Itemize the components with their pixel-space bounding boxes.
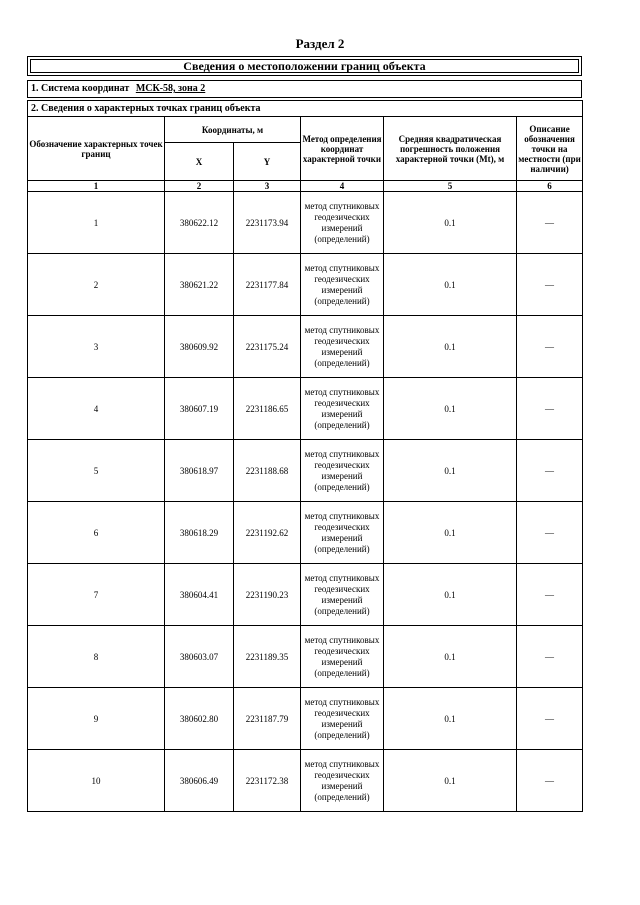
method-cell: метод спутниковых геодезических измерений (определений)	[301, 564, 384, 626]
mt-cell: 0.1	[384, 502, 517, 564]
y-coordinate-cell: 2231192.62	[234, 502, 301, 564]
method-cell: метод спутниковых геодезических измерений (определений)	[301, 378, 384, 440]
table-row	[28, 378, 583, 440]
y-coordinate-cell: 2231189.35	[234, 626, 301, 688]
x-coordinate-cell: 380609.92	[165, 316, 234, 378]
header-coordinates: Координаты, м	[165, 117, 301, 143]
y-coordinate-cell: 2231172.38	[234, 750, 301, 812]
mt-cell: 0.1	[384, 440, 517, 502]
column-number: 1	[28, 181, 165, 192]
point-id-cell: 3	[28, 316, 165, 378]
point-id-cell: 7	[28, 564, 165, 626]
y-coordinate-cell: 2231188.68	[234, 440, 301, 502]
method-cell: метод спутниковых геодезических измерений (определений)	[301, 750, 384, 812]
method-cell: метод спутниковых геодезических измерений (определений)	[301, 688, 384, 750]
description-cell: —	[517, 688, 583, 750]
method-cell: метод спутниковых геодезических измерений (определений)	[301, 626, 384, 688]
x-coordinate-cell: 380604.41	[165, 564, 234, 626]
column-number: 6	[517, 181, 583, 192]
column-number-row	[28, 181, 583, 192]
description-cell: —	[517, 626, 583, 688]
method-cell: метод спутниковых геодезических измерений (определений)	[301, 440, 384, 502]
method-cell: метод спутниковых геодезических измерений (определений)	[301, 254, 384, 316]
description-cell: —	[517, 378, 583, 440]
table-title-box	[27, 56, 582, 76]
description-cell: —	[517, 192, 583, 254]
x-coordinate-cell: 380618.29	[165, 502, 234, 564]
point-id-cell: 6	[28, 502, 165, 564]
x-coordinate-cell: 380603.07	[165, 626, 234, 688]
column-number: 3	[234, 181, 301, 192]
points-table-body	[28, 192, 583, 812]
y-coordinate-cell: 2231177.84	[234, 254, 301, 316]
mt-cell: 0.1	[384, 626, 517, 688]
mt-cell: 0.1	[384, 254, 517, 316]
x-coordinate-cell: 380622.12	[165, 192, 234, 254]
table-row	[28, 750, 583, 812]
method-cell: метод спутниковых геодезических измерений (определений)	[301, 192, 384, 254]
table-row	[28, 192, 583, 254]
y-coordinate-cell: 2231190.23	[234, 564, 301, 626]
mt-cell: 0.1	[384, 688, 517, 750]
method-cell: метод спутниковых геодезических измерений (определений)	[301, 502, 384, 564]
column-number: 4	[301, 181, 384, 192]
description-cell: —	[517, 254, 583, 316]
table-title: Сведения о местоположении границ объекта	[183, 58, 426, 73]
header-description: Описание обозначения точки на местности (при наличии)	[517, 117, 583, 181]
mt-cell: 0.1	[384, 750, 517, 812]
table-row	[28, 688, 583, 750]
column-number: 5	[384, 181, 517, 192]
header-point-label: Обозначение характерных точек границ	[28, 117, 165, 181]
method-cell: метод спутниковых геодезических измерений (определений)	[301, 316, 384, 378]
x-coordinate-cell: 380618.97	[165, 440, 234, 502]
y-coordinate-cell: 2231186.65	[234, 378, 301, 440]
mt-cell: 0.1	[384, 316, 517, 378]
description-cell: —	[517, 316, 583, 378]
y-coordinate-cell: 2231187.79	[234, 688, 301, 750]
x-coordinate-cell: 380606.49	[165, 750, 234, 812]
points-caption: 2. Сведения о характерных точках границ объекта	[28, 101, 583, 117]
description-cell: —	[517, 750, 583, 812]
mt-cell: 0.1	[384, 378, 517, 440]
point-id-cell: 8	[28, 626, 165, 688]
y-coordinate-cell: 2231175.24	[234, 316, 301, 378]
point-id-cell: 4	[28, 378, 165, 440]
table-row	[28, 254, 583, 316]
table-row	[28, 316, 583, 378]
mt-cell: 0.1	[384, 564, 517, 626]
y-coordinate-cell: 2231173.94	[234, 192, 301, 254]
x-coordinate-cell: 380621.22	[165, 254, 234, 316]
point-id-cell: 1	[28, 192, 165, 254]
description-cell: —	[517, 502, 583, 564]
coord-system-row	[27, 80, 582, 98]
x-coordinate-cell: 380607.19	[165, 378, 234, 440]
header-x: X	[165, 143, 234, 181]
point-id-cell: 2	[28, 254, 165, 316]
mt-cell: 0.1	[384, 192, 517, 254]
header-mt: Средняя квадратическая погрешность положения характерной точки (Mt), м	[384, 117, 517, 181]
description-cell: —	[517, 440, 583, 502]
table-row	[28, 564, 583, 626]
table-row	[28, 626, 583, 688]
section-title: Раздел 2	[295, 36, 345, 51]
table-row	[28, 502, 583, 564]
point-id-cell: 5	[28, 440, 165, 502]
header-y: Y	[234, 143, 301, 181]
coord-system-value: МСК-58, зона 2	[135, 83, 206, 94]
point-id-cell: 9	[28, 688, 165, 750]
points-table	[27, 100, 583, 812]
header-method: Метод определения координат характерной точки	[301, 117, 384, 181]
point-id-cell: 10	[28, 750, 165, 812]
description-cell: —	[517, 564, 583, 626]
table-row	[28, 440, 583, 502]
column-number: 2	[165, 181, 234, 192]
coord-system-label: 1. Система координат	[31, 83, 130, 94]
x-coordinate-cell: 380602.80	[165, 688, 234, 750]
